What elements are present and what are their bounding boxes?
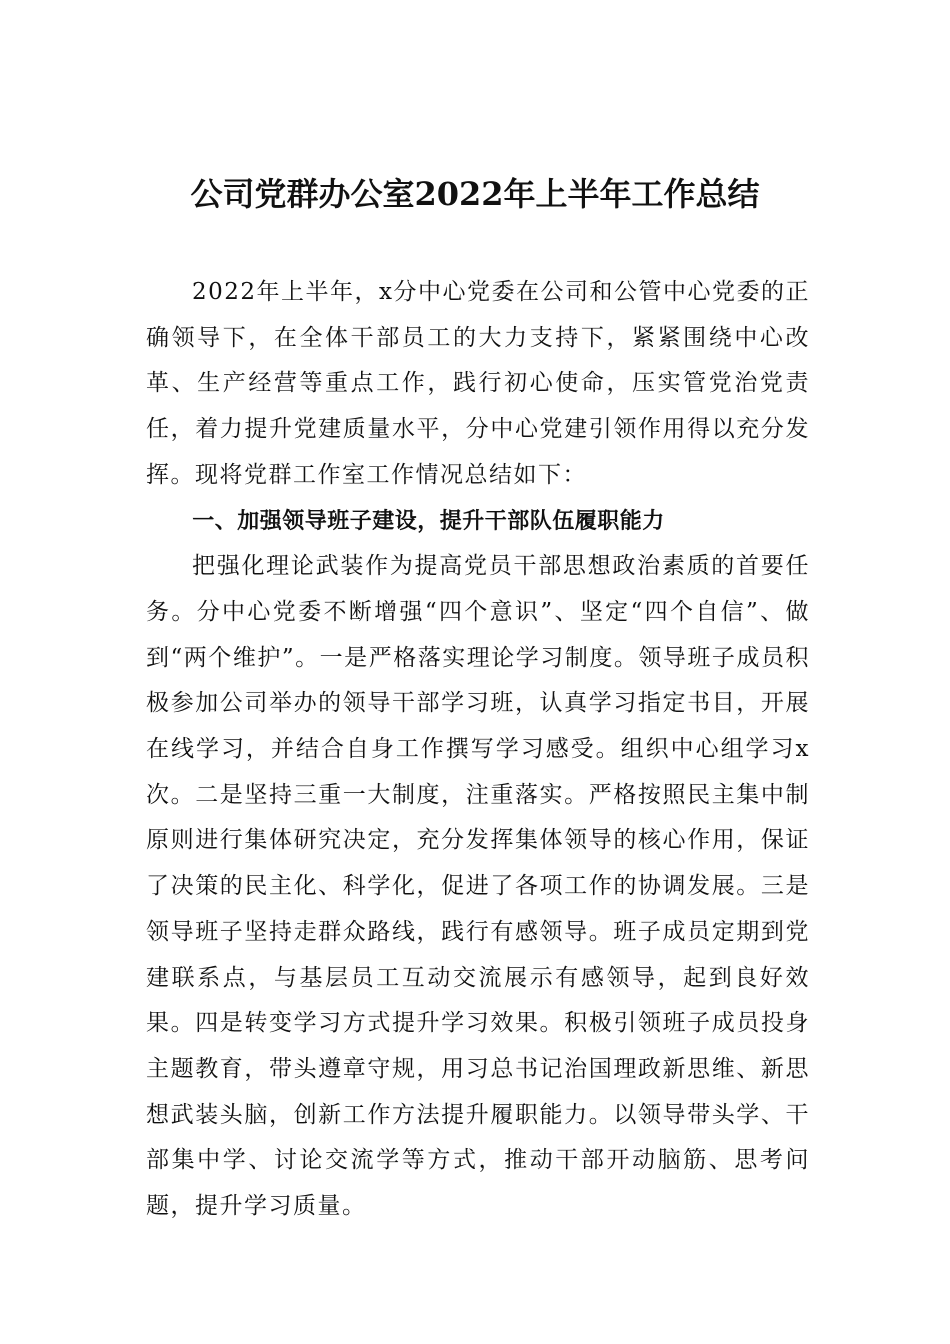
document-title: 公司党群办公室2022年上半年工作总结: [190, 175, 760, 213]
section-1-paragraph: 把强化理论武装作为提高党员干部思想政治素质的首要任务。分中心党委不断增强“四个意识”、坚定“四个自信”、做到“两个维护”。一是严格落实理论学习制度。领导班子成员积极参加公司举办的领导干部学习班，认真学习指定书目，开展在线学习，并结合自身工作撰写学习感受。组织中心组学习x次。二是坚持三重一大制度，注重落实。严格按照民主集中制原则进行集体研究决定，充分发挥集体领导的核心作用，保证了决策的民主化、科学化，促进了各项工作的协调发展。三是领导班子坚持走群众路线，践行有感领导。班子成员定期到党建联系点，与基层员工互动交流展示有感领导，起到良好效果。四是转变学习方式提升学习效果。积极引领班子成员投身主题教育，带头遵章守规，用习总书记治国理政新思维、新思想武装头脑，创新工作方法提升履职能力。以领导带头学、干部集中学、讨论交流学等方式，推动干部开动脑筋、思考问题，提升学习质量。: [146, 553, 810, 1220]
intro-paragraph: 2022年上半年，x分中心党委在公司和公管中心党委的正确领导下，在全体干部员工的大力支持下，紧紧围绕中心改革、生产经营等重点工作，践行初心使命，压实管党治党责任，着力提升党建质量水平，分中心党建引领作用得以充分发挥。现将党群工作室工作情况总结如下：: [146, 279, 811, 488]
document-body: [146, 270, 810, 1230]
section-heading-1: 一、加强领导班子建设，提升干部队伍履职能力: [192, 508, 665, 534]
